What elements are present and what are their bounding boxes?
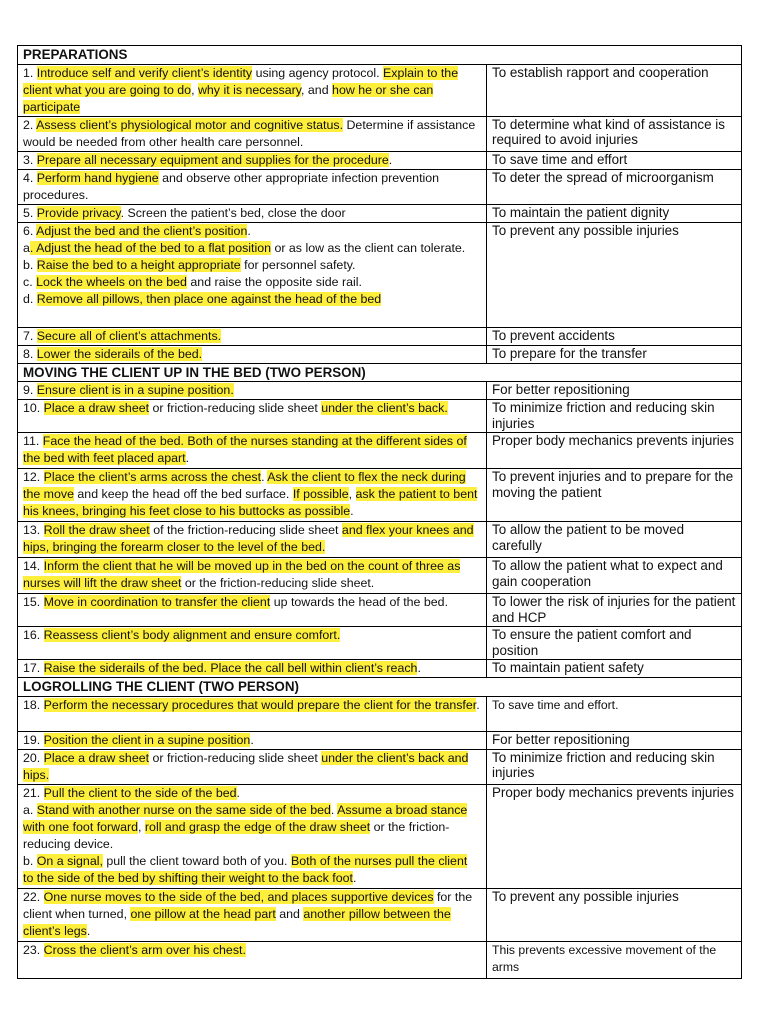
highlighted-text: Stand with another nurse on the same side of the bed bbox=[36, 802, 331, 817]
step-number: 2. bbox=[23, 117, 37, 132]
rationale-cell: To minimize friction and reducing skin injuries bbox=[487, 749, 742, 784]
procedure-table bbox=[17, 45, 742, 979]
table-row bbox=[18, 433, 742, 469]
step-text: , bbox=[191, 82, 198, 97]
substep-a bbox=[23, 240, 481, 257]
rationale-cell: To minimize friction and reducing skin injuries bbox=[487, 400, 742, 433]
step-number: 9. bbox=[23, 383, 37, 397]
step-text: and raise the opposite side rail. bbox=[186, 274, 362, 289]
step-cell bbox=[18, 627, 487, 660]
rationale-cell: To deter the spread of microorganism bbox=[487, 169, 742, 204]
substep-letter: d. bbox=[23, 291, 37, 306]
substep-b bbox=[23, 853, 481, 887]
step-text: or friction-reducing slide sheet bbox=[149, 750, 322, 765]
step-number: 11. bbox=[23, 434, 43, 448]
highlighted-text: Both of the nurses pull the client to the side of the bed by shifting their weight to the back foot bbox=[23, 853, 468, 885]
step-text: or friction-reducing slide sheet bbox=[149, 401, 322, 415]
substep-letter: c. bbox=[23, 274, 37, 289]
rationale-cell: To prevent any possible injuries bbox=[487, 888, 742, 941]
highlighted-text: ask the patient to bent his knees, bringing his feet close to his buttocks as possible bbox=[23, 487, 478, 518]
rationale-cell: To lower the risk of injuries for the patient and HCP bbox=[487, 594, 742, 627]
table-row bbox=[18, 627, 742, 660]
step-line bbox=[23, 223, 481, 240]
step-cell bbox=[18, 345, 487, 363]
table-row bbox=[18, 749, 742, 784]
table-row bbox=[18, 888, 742, 941]
step-cell bbox=[18, 558, 487, 594]
highlighted-text: Remove all pillows, then place one against the head of the bed bbox=[36, 291, 382, 306]
highlighted-text: how he or she can participate bbox=[23, 82, 434, 114]
highlighted-text: Place the client’s arms across the chest bbox=[43, 470, 262, 484]
step-number: 22. bbox=[23, 889, 44, 904]
step-text: pull the client toward both of you. bbox=[102, 853, 291, 868]
step-text: Determine if assistance would be needed from other health care personnel. bbox=[23, 117, 476, 149]
step-number: 16. bbox=[23, 628, 44, 642]
step-cell bbox=[18, 941, 487, 978]
highlighted-text: Adjust the bed and the client’s position bbox=[36, 223, 248, 238]
highlighted-text: One nurse moves to the side of the bed, and places supportive devices bbox=[43, 889, 434, 904]
step-cell bbox=[18, 660, 487, 678]
step-text: and bbox=[275, 906, 304, 921]
step-text: or the friction-reducing slide sheet. bbox=[181, 576, 375, 590]
highlighted-text: Provide privacy bbox=[36, 205, 121, 220]
rationale-cell: For better repositioning bbox=[487, 382, 742, 400]
substep-letter: b. bbox=[23, 257, 37, 272]
substep-a bbox=[23, 802, 481, 853]
table-row bbox=[18, 941, 742, 978]
rationale-cell: To establish rapport and cooperation bbox=[487, 64, 742, 116]
section-title: PREPARATIONS bbox=[18, 46, 742, 65]
step-text: . bbox=[330, 802, 338, 817]
step-text: of the friction-reducing slide sheet bbox=[149, 523, 342, 537]
table-row bbox=[18, 594, 742, 627]
highlighted-text: another pillow between the client’s legs bbox=[23, 906, 451, 938]
step-number: 6. bbox=[23, 223, 37, 238]
highlighted-text: one pillow at the head part bbox=[130, 906, 276, 921]
step-number: 5. bbox=[23, 205, 37, 220]
step-cell bbox=[18, 888, 487, 941]
highlighted-text: Reassess client’s body alignment and ensure comfort. bbox=[43, 628, 341, 642]
step-text: for personnel safety. bbox=[240, 257, 356, 272]
section-header-moving bbox=[18, 363, 742, 382]
step-number: 18. bbox=[23, 697, 44, 712]
step-cell bbox=[18, 696, 487, 731]
step-text: up towards the head of the bed. bbox=[270, 595, 449, 609]
rationale-cell: Proper body mechanics prevents injuries bbox=[487, 433, 742, 469]
rationale-cell: To prevent any possible injuries bbox=[487, 222, 742, 327]
step-text: or the friction-reducing device. bbox=[23, 819, 450, 851]
step-text: , bbox=[138, 819, 145, 834]
rationale-cell: To allow the patient what to expect and gain cooperation bbox=[487, 558, 742, 594]
table-row bbox=[18, 784, 742, 888]
step-text: . bbox=[476, 697, 480, 712]
step-cell bbox=[18, 169, 487, 204]
step-cell bbox=[18, 327, 487, 345]
table-row bbox=[18, 151, 742, 169]
rationale-cell: This prevents excessive movement of the arms bbox=[487, 941, 742, 978]
step-text: using agency protocol. bbox=[252, 65, 383, 80]
step-text: . bbox=[352, 870, 357, 885]
highlighted-text: why it is necessary bbox=[197, 82, 302, 97]
step-cell bbox=[18, 731, 487, 749]
step-text: . Screen the patient’s bed, close the door bbox=[120, 205, 346, 220]
highlighted-text: and flex your knees and hips, bringing the forearm closer to the level of the bed. bbox=[23, 523, 474, 554]
step-number: 12. bbox=[23, 470, 44, 484]
step-number: 14. bbox=[23, 559, 44, 573]
rationale-cell: To prepare for the transfer bbox=[487, 345, 742, 363]
step-line bbox=[23, 785, 481, 802]
step-cell bbox=[18, 749, 487, 784]
highlighted-text: Explain to the client what you are going to do bbox=[23, 65, 459, 97]
rationale-cell: To ensure the patient comfort and position bbox=[487, 627, 742, 660]
step-cell bbox=[18, 400, 487, 433]
step-text: . bbox=[250, 732, 254, 747]
step-cell bbox=[18, 469, 487, 522]
table-row bbox=[18, 731, 742, 749]
rationale-cell: To maintain patient safety bbox=[487, 660, 742, 678]
table-row bbox=[18, 660, 742, 678]
table-row bbox=[18, 327, 742, 345]
step-number: 19. bbox=[23, 732, 44, 747]
step-text: , bbox=[348, 487, 356, 501]
highlighted-text: Ask the client to flex the neck during the move bbox=[23, 470, 466, 501]
section-header-preparations bbox=[18, 46, 742, 65]
step-text: or as low as the client can tolerate. bbox=[271, 240, 466, 255]
highlighted-text: Position the client in a supine position bbox=[43, 732, 251, 747]
step-text: . bbox=[185, 451, 190, 465]
highlighted-text: Raise the siderails of the bed. Place the call bell within client’s reach bbox=[43, 661, 418, 675]
rationale-cell: To maintain the patient dignity bbox=[487, 204, 742, 222]
rationale-cell: To determine what kind of assistance is required to avoid injuries bbox=[487, 116, 742, 151]
substep-d bbox=[23, 291, 481, 308]
rationale-cell: Proper body mechanics prevents injuries bbox=[487, 784, 742, 888]
step-cell bbox=[18, 151, 487, 169]
step-number: 17. bbox=[23, 661, 44, 675]
step-cell bbox=[18, 522, 487, 558]
highlighted-text: On a signal, bbox=[36, 853, 103, 868]
step-text: and observe other appropriate infection prevention procedures. bbox=[23, 170, 440, 202]
table-row bbox=[18, 222, 742, 327]
substep-b bbox=[23, 257, 481, 274]
section-title: MOVING THE CLIENT UP IN THE BED (TWO PERSON) bbox=[18, 363, 742, 382]
rationale-cell: To allow the patient to be moved carefully bbox=[487, 522, 742, 558]
highlighted-text: under the client’s back and hips. bbox=[23, 750, 469, 782]
rationale-cell: To save time and effort. bbox=[487, 696, 742, 731]
step-text: . bbox=[236, 785, 240, 800]
highlighted-text: Ensure client is in a supine position. bbox=[36, 383, 234, 397]
table-row bbox=[18, 558, 742, 594]
table-row bbox=[18, 116, 742, 151]
step-text: and keep the head off the bed surface. bbox=[73, 487, 293, 501]
step-cell bbox=[18, 116, 487, 151]
step-cell bbox=[18, 382, 487, 400]
highlighted-text: Cross the client’s arm over his chest. bbox=[43, 942, 246, 957]
highlighted-text: under the client’s back. bbox=[321, 401, 448, 415]
highlighted-text: Assume a broad stance with one foot forward bbox=[23, 802, 468, 834]
highlighted-text: Secure all of client’s attachments. bbox=[36, 328, 222, 343]
highlighted-text: . Adjust the head of the bed to a flat position bbox=[29, 240, 272, 255]
table-row bbox=[18, 204, 742, 222]
step-text: . bbox=[261, 470, 268, 484]
highlighted-text: Lock the wheels on the bed bbox=[36, 274, 187, 289]
table-row bbox=[18, 400, 742, 433]
highlighted-text: Assess client’s physiological motor and cognitive status. bbox=[36, 117, 344, 132]
highlighted-text: Face the head of the bed. Both of the nurses standing at the different sides of the bed with feet placed apart bbox=[23, 434, 467, 465]
step-number: 23. bbox=[23, 942, 44, 957]
step-text: . bbox=[247, 223, 251, 238]
highlighted-text: Inform the client that he will be moved up in the bed on the count of three as nurses will lift the draw sheet bbox=[23, 559, 461, 590]
step-number: 21. bbox=[23, 785, 44, 800]
highlighted-text: Lower the siderails of the bed. bbox=[36, 346, 203, 361]
step-cell bbox=[18, 64, 487, 116]
highlighted-text: Perform the necessary procedures that would prepare the client for the transfer bbox=[43, 697, 477, 712]
highlighted-text: Introduce self and verify client’s identity bbox=[36, 65, 253, 80]
step-cell bbox=[18, 433, 487, 469]
highlighted-text: Prepare all necessary equipment and supplies for the procedure bbox=[36, 152, 389, 167]
rationale-cell: To save time and effort bbox=[487, 151, 742, 169]
step-text: . bbox=[388, 152, 393, 167]
table-row bbox=[18, 345, 742, 363]
step-number: 7. bbox=[23, 328, 37, 343]
table-row bbox=[18, 382, 742, 400]
section-title: LOGROLLING THE CLIENT (TWO PERSON) bbox=[18, 678, 742, 697]
step-cell bbox=[18, 594, 487, 627]
step-number: 3. bbox=[23, 152, 37, 167]
highlighted-text: Place a draw sheet bbox=[43, 750, 150, 765]
substep-letter: a bbox=[23, 240, 30, 255]
step-number: 13. bbox=[23, 523, 44, 537]
rationale-cell: For better repositioning bbox=[487, 731, 742, 749]
highlighted-text: Roll the draw sheet bbox=[43, 523, 150, 537]
step-number: 8. bbox=[23, 346, 37, 361]
substep-letter: a. bbox=[23, 802, 37, 817]
table-row bbox=[18, 696, 742, 731]
table-row bbox=[18, 522, 742, 558]
step-number: 15. bbox=[23, 595, 44, 609]
highlighted-text: Pull the client to the side of the bed bbox=[43, 785, 237, 800]
step-text: for the client when turned, bbox=[23, 889, 473, 921]
step-text: , and bbox=[301, 82, 333, 97]
step-number: 10. bbox=[23, 401, 44, 415]
step-cell bbox=[18, 222, 487, 327]
highlighted-text: Place a draw sheet bbox=[43, 401, 150, 415]
rationale-cell: To prevent accidents bbox=[487, 327, 742, 345]
step-number: 4. bbox=[23, 170, 37, 185]
section-header-logrolling bbox=[18, 678, 742, 697]
table-row bbox=[18, 64, 742, 116]
substep-c bbox=[23, 274, 481, 291]
rationale-cell: To prevent injuries and to prepare for the moving the patient bbox=[487, 469, 742, 522]
substep-letter: b. bbox=[23, 853, 37, 868]
step-text: . bbox=[86, 923, 91, 938]
step-cell bbox=[18, 204, 487, 222]
highlighted-text: Perform hand hygiene bbox=[36, 170, 159, 185]
highlighted-text: Raise the bed to a height appropriate bbox=[36, 257, 241, 272]
step-text: . bbox=[417, 661, 421, 675]
highlighted-text: roll and grasp the edge of the draw sheet bbox=[144, 819, 371, 834]
table-row bbox=[18, 469, 742, 522]
step-text: . bbox=[350, 504, 354, 518]
step-cell bbox=[18, 784, 487, 888]
table-row bbox=[18, 169, 742, 204]
highlighted-text: Move in coordination to transfer the client bbox=[43, 595, 271, 609]
highlighted-text: If possible bbox=[292, 487, 349, 501]
step-number: 1. bbox=[23, 65, 37, 80]
step-number: 20. bbox=[23, 750, 44, 765]
